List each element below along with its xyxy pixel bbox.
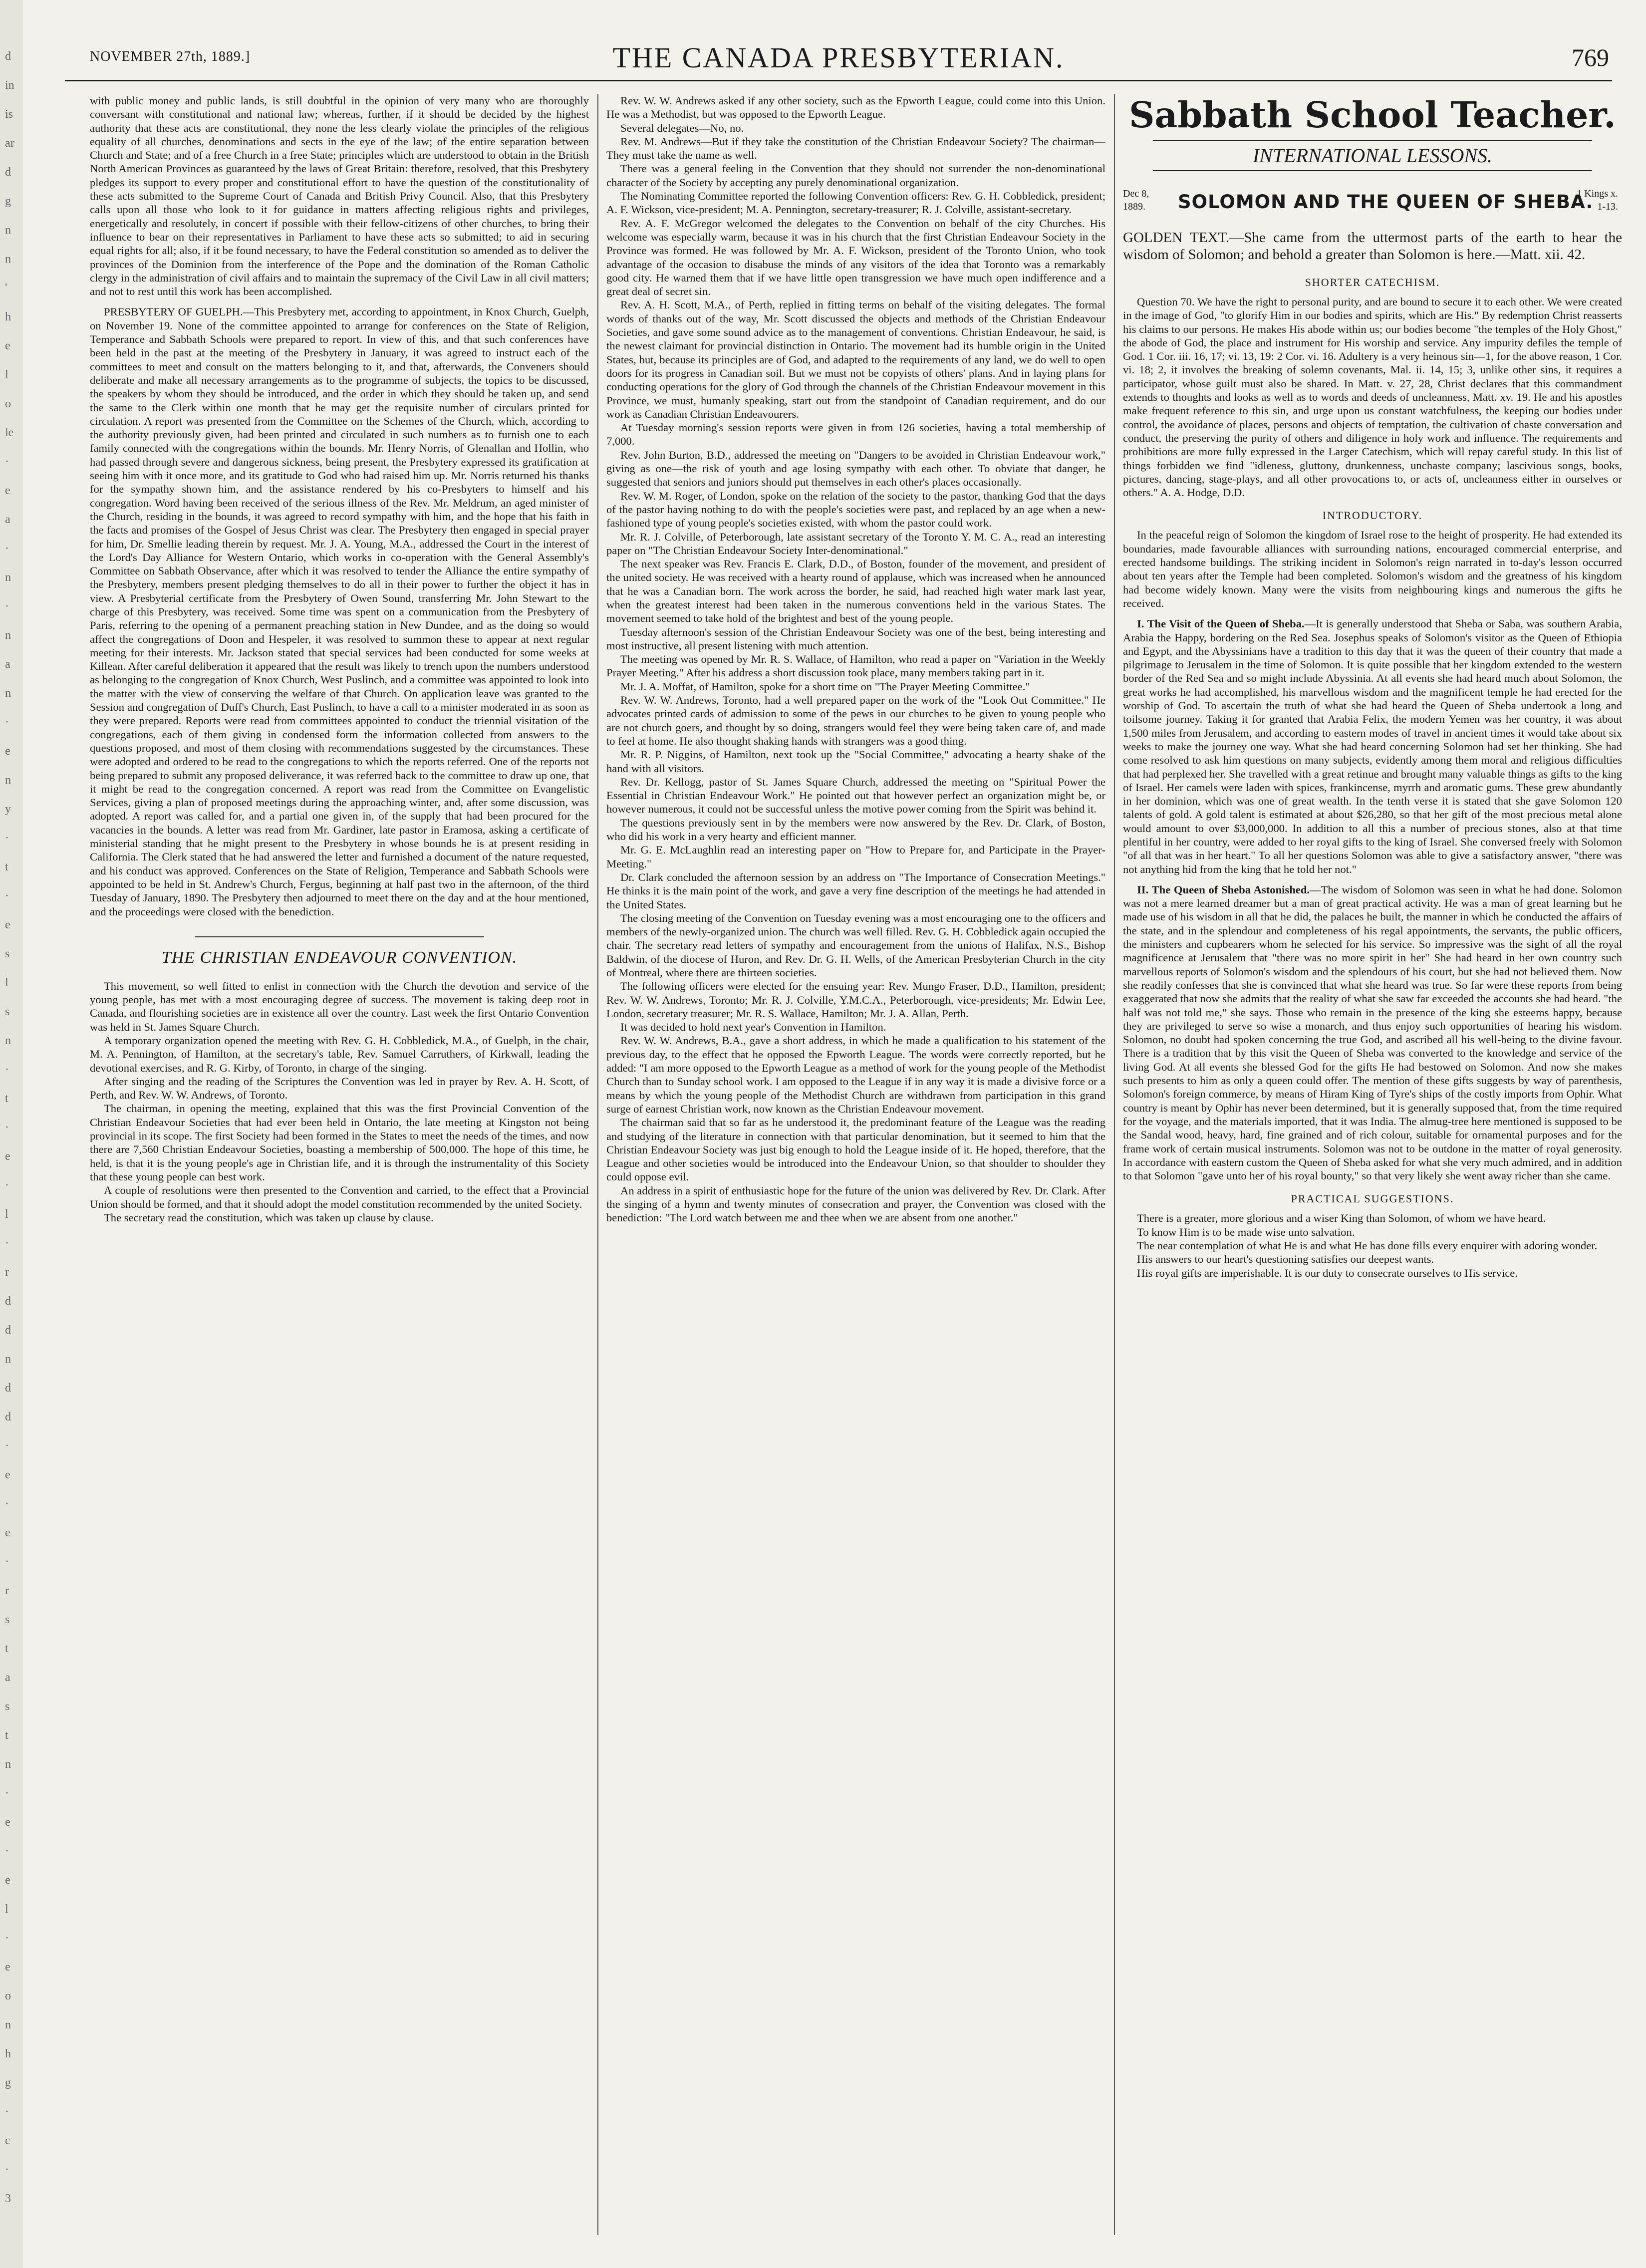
margin-fragment: e — [5, 339, 10, 352]
margin-fragment: d — [5, 1324, 11, 1337]
margin-fragment: · — [5, 1555, 9, 1568]
section-divider — [195, 936, 484, 937]
lesson-point — [1123, 883, 1622, 1183]
lesson-date-day: Dec 8, — [1123, 188, 1149, 199]
margin-fragment: le — [5, 426, 14, 439]
margin-fragment: · — [5, 832, 9, 845]
margin-fragment: · — [5, 2105, 9, 2118]
paragraph: with public money and public lands, is still doubtful in the opinion of very many who are thoroughly conversant with constitutional and national law; whereas, further, if it should be decided by the highest authority that these acts are constitutional, they none the less clearly violate the principles of the religious equality of all churches, denominations and sects in the eye of the law; of the entire separation between Church and State; and of a free Church in a free State; principles which are understood to obtain in the British North American Provinces as guaranteed by the laws of Great Britain: therefore, resolved, that this Presbytery pledges its support to every proper and constitutional effort to have the question of the constitutionality of these acts submitted to the Supreme Court of Canada and British Privy Council. Also, that this Presbytery calls upon all those who look to it for guidance in matters affecting religious rights and privileges, energetically and resolutely, in concert if possible with their fellow-citizens of other churches, to bring their influence to bear on their representatives in Parliament to have these acts so submitted; to aid in securing equal rights for all; also, if it be found necessary, to have the Federal constitution so amended as to deliver the provinces of the Dominion from the interference of the Pope and the domination of the Roman Catholic clergy in the administration of civil affairs and to maintain the supremacy of the Civil Law in all civil matters; and not to rest until this work has been accomplished. — [90, 94, 589, 298]
margin-fragment: c — [5, 2134, 10, 2147]
margin-fragment: · — [5, 1845, 9, 1858]
margin-fragment: d — [5, 50, 11, 63]
section-title-sabbath-school: Sabbath School Teacher. — [1129, 94, 1616, 136]
column-middle — [606, 94, 1105, 2235]
paragraph: After singing and the reading of the Scriptures the Convention was led in prayer by Rev. A. H. Scott, of Perth, and Rev. W. W. Andrews, of Toronto. — [90, 1075, 589, 1102]
paragraph: Dr. Clark concluded the afternoon session by an address on "The Importance of Consecration Meetings." He thinks it is the main point of the work, and gave a very fine description of the meetings he had attended in the United States. — [606, 870, 1105, 911]
lesson-reference-book: 1 Kings x. — [1577, 188, 1618, 199]
paragraph: Mr. R. J. Colville, of Peterborough, late assistant secretary of the Toronto Y. M. C. A., read an interesting paper on "The Christian Endeavour Society Inter-denominational." — [606, 530, 1105, 557]
margin-fragment: e — [5, 745, 10, 758]
paragraph: The next speaker was Rev. Francis E. Clark, D.D., of Boston, founder of the movement, and president of the united society. He was received with a hearty round of applause, which was increased when he announced that he was a Canadian born. The work across the border, he said, had reached high water mark last year, when the greatest interest had been taken in the numerous conventions held in the various States. The movement seemed to take hold of the brightest and best of the young people. — [606, 558, 1105, 625]
subheading-catechism: SHORTER CATECHISM. — [1305, 276, 1440, 288]
masthead-title: THE CANADA PRESBYTERIAN. — [612, 41, 1065, 74]
margin-fragment: · — [5, 600, 9, 613]
margin-fragment: is — [5, 108, 13, 121]
paragraph: Rev. W. W. Andrews, Toronto, had a well prepared paper on the work of the "Look Out Committee." He advocates printed cards of admission to some of the pews in our churches to be given to young people who are not church goers, and thought by so doing, strangers would feel they were being taken care of, and made to feel at home. He also thought shaking hands with strangers was a good thing. — [606, 694, 1105, 747]
margin-fragment: 3 — [5, 2192, 11, 2205]
margin-fragment: s — [5, 1613, 10, 1626]
paragraph: PRESBYTERY OF GUELPH.—This Presbytery met, according to appointment, in Knox Church, Guelph, on November 19. None of the committee appointed to arrange for conferences on the State of Religion, Temperance and Sabbath Schools were prepared to report. In view of this, and that such conferences have been held in the past at the meeting of the Presbytery in January, it was agreed to instruct each of the committees to meet and consult on the matters belonging to it, and that, afterwards, the Conveners should deliberate and make all necessary arrangements as to the programme of subjects, the topics to be discussed, the speakers by whom they should be introduced, and the order in which they should be taken up, and send the same to the Clerk within one month that he may get the requisite number of circulars printed for circulation. A report was presented from the Committee on the Schemes of the Church, which, according to the authority previously given, had been printed and circulated in such numbers as to furnish one to each family connected with the congregations within the bounds. Mr. Henry Norris, of Glenallan and Hollin, who had passed through severe and dangerous sickness, being present, the Presbytery expressed its gratification at seeing him with it once more, and its gratitude to God who had raised him up. Mr. Norris returned his thanks for the sympathy shown him, and the assistance rendered by his co-Presbyters to himself and his congregation. Word having been received of the serious illness of the Rev. Mr. Meldrum, an aged minister of the Church, residing in the bounds, it was agreed to record sympathy with him, and the hope that his faith in the facts and promises of the Gospel of Jesus Christ was clear. The Presbytery then engaged in special prayer for him, Dr. Smellie leading therein by request. Mr. J. A. Young, M.A., addressed the Court in the interest of the Lord's Day Alliance for Western Ontario, which works in co-operation with the General Assembly's Committee on Sabbath Observance, after which it was resolved to tender the Alliance the entire sympathy of the Presbytery, members present pledging themselves to do all in their power to further the object it has in view. A Presbyterial certificate from the Presbytery of Owen Sound, transferring Mr. John Stewart to the charge of this Presbytery, was received. Some time was spent on a communication from the Presbytery of Paris, referring to the opening of a permanent preaching station in New Dundee, and as the doing so would affect the congregations of Doon and Hespeler, it was resolved to summon these to appear at next regular meeting for their interests. Mr. Jackson stated that special services had been conducted for some weeks at Killean. After careful deliberation it appeared that the result was likely to trench upon the numbers understood as belonging to the congregation of Knox Church, West Puslinch, and a committee was appointed to look into the matter with the view of conserving the welfare of that Church. On application leave was granted to the Session and congregation of Duff's Church, East Puslinch, to have a call to a minister moderated in as soon as they were prepared. Reports were read from committees appointed to conduct the triennial visitation of the congregations, each of them giving in condensed form the information collected from answers to the questions proposed, and most of them closing with recommendations suggested by the circumstances. These were adopted and ordered to be read to the congregations to which the reports referred. One of the reports not being prepared to submit any proposed deliverance, it was referred back to the committee to draw up one, that it might be read to the congregation concerned. A report was read from the Committee on Evangelistic Services, giving a plan of proposed meetings during the approaching winter, and, after some discussion, was adopted. A report was called for, and a partial one given in, of the supply that had been procured for the vacancies in the bounds. A letter was read from Mr. Gardiner, late pastor in Eramosa, asking a certificate of ministerial standing that he might present to the Presbytery in whose bounds he is at present residing in California. The Clerk stated that he had answered the letter and furnished a document of the nature requested, and his conduct was approved. Conferences on the State of Religion, Temperance and Sabbath Schools were appointed to be held in St. Andrew's Church, Fergus, beginning at half past two in the afternoon, of the third Tuesday of January, 1890. The Presbytery then adjourned to meet there on the day and at the hour mentioned, and the proceedings were closed with the benediction. — [90, 305, 589, 918]
paragraph: Mr. R. P. Niggins, of Hamilton, next took up the "Social Committee," advocating a hearty shake of the hand with all visitors. — [606, 748, 1105, 775]
paragraph: Rev. A. F. McGregor welcomed the delegates to the Convention on behalf of the city Churches. His welcome was especially warm, because it was in his church that the first Christian Endeavour Society in the Province was formed. He was followed by Mr. A. F. Wickson, president of the Toronto Union, who took advantage of the occasion to disabuse the minds of any visitors of the idea that Toronto was a remarkably good city. He warned them that if we have little open transgression we have much open indifference and a great deal of secret sin. — [606, 217, 1105, 298]
subheading-introductory: INTRODUCTORY. — [1322, 509, 1423, 522]
paragraph: Question 70. We have the right to personal purity, and are bound to secure it to each other. We were created in the image of God, "to glorify Him in our bodies and spirits, which are His." By redemption Christ reasserts his claims to our persons. He makes His abode within us; our bodies become "the temples of the Holy Ghost," the abode of God, the place and instrument for His worship and service. Any impurity defiles the temple of God. 1 Cor. iii. 16, 17; vi. 13, 19: 2 Cor. vi. 16. Adultery is a very heinous sin—1, for the above reason, 1 Cor. vi. 18; 2, it involves the breaking of solemn covenants, Mal. ii. 14, 15; 3, unlike other sins, it requires a participator, whose guilt must also be shared. In Matt. v. 27, 28, Christ declares that this commandment extends to thoughts and looks as well as to words and deeds of uncleanness, Matt. xv. 19. He and his apostles make frequent reference to this sin, and urge upon us constant watchfulness, the keeping our bodies under control, the avoidance of places, persons and objects of temptation, the cultivation of chaste conversation and conduct, the preserving the purity of others and diligence in holy work and influence. The requirements and prohibitions are more fully expressed in the Larger Catechism, which will repay careful study. In this list of things forbidden we find "idleness, gluttony, drunkenness, unchaste company; lascivious songs, books, pictures, dancing, stage-plays, and all other provocations to, or acts of, uncleanness either in ourselves or others." A. A. Hodge, D.D. — [1123, 295, 1622, 499]
margin-fragment: ar — [5, 137, 14, 150]
paragraph: Rev. John Burton, B.D., addressed the meeting on "Dangers to be avoided in Christian Endeavour work," giving as one—the risk of youth and age losing sympathy with each other. To obviate that danger, he suggested that seniors and juniors should put themselves in each other's places occasionally. — [606, 448, 1105, 489]
lesson-point-heading: II. The Queen of Sheba Astonished. — [1137, 883, 1310, 896]
paragraph: The closing meeting of the Convention on Tuesday evening was a most encouraging one to the officers and members of the newly-organized union. The church was well filled. Rev. G. H. Cobbledick again occupied the chair. The secretary read letters of sympathy and encouragement from the unions of Halifax, N.S., Bishop Baldwin, of the diocese of Huron, and Rev. Dr. G. H. Wells, of the American Presbyterian Church in the city of Montreal, where there are thirteen societies. — [606, 911, 1105, 979]
margin-fragment: h — [5, 2047, 11, 2060]
paragraph: Rev. A. H. Scott, M.A., of Perth, replied in fitting terms on behalf of the visiting delegates. The formal words of thanks out of the way, Mr. Scott discussed the objects and methods of the Christian Endeavour Societies, and gave some sound advice as to the management of conventions. Christian Endeavour, he said, is the newest claimant for provincial distinction in Ontario. The movement had its humble origin in the United States, but, because its principles are of God, and adapted to the requirements of any land, we do well to open doors for its progress in Canadian soil. But we must not be copyists of others' plans. And in laying plans for conducting operations for the glory of God through the channels of the Christian Endeavour movement in this Province, we must, humanly speaking, start out from the standpoint of Canadian requirement, and do our work as Canadian Christian Endeavourers. — [606, 298, 1105, 420]
lesson-point-text: —The wisdom of Solomon was seen in what he had done. Solomon was not a mere learned dreamer but a man of great practical activity. He was a man of great learning but he made use of his wisdom in all that he did, the palaces he built, the manner in which he conducted the affairs of the state, and in the splendour and completeness of his regal appointments, the servants, the public officers, the ministers and cupbearers whom he selected for his service. So impressive was the sight of all the royal magnificence at Jerusalem that "there was no more spirit in her" She had heard in her own country such marvellous reports of Solomon's wisdom and the splendours of his court, but she had not believed them. Now she readily confesses that she is convinced that what she heard was true. So far were these reports from being exaggerated that now she admits that the reality of what she saw far exceeded the accounts she had heard. "the half was not told me," she says. Those who remain in the presence of the king she esteems happy, because they are privileged to serve so wise a monarch, and thus enjoy such opportunities of hearing his wisdom. Solomon, no doubt had spoken concerning the true God, and ascribed all his well-being to the divine favour. There is a tradition that by this visit the Queen of Sheba was converted to the knowledge and service of the living God. At all events she blessed God for the gifts He had bestowed on Solomon. And now she makes such presents to him as only a queen could offer. The mention of these gifts suggests by way of parenthesis, Solomon's foreign commerce, by means of Hiram King of Tyre's ships of the costly imports from Ophir. What country is meant by Ophir has never been determined, but it is generally supposed that, from the time required for the voyage, and the materials imported, that it was India. The almug-tree here mentioned is supposed to be the Sandal wood, heavy, hard, fine grained and of rich colour, suitable for ornamental purposes and for the frame work of certain musical instruments. Solomon was not to be outdone in the matter of royal generosity. In accordance with eastern custom the Queen of Sheba asked for what she very much admired, and in addition to that Solomon "gave unto her of his royal bounty," so that very likely she went away richer than she came. — [1123, 883, 1622, 1182]
page-number: 769 — [1572, 43, 1609, 71]
margin-fragment: t — [5, 860, 8, 873]
margin-fragment: in — [5, 79, 14, 92]
masthead — [65, 40, 1612, 81]
suggestion: The near contemplation of what He is and what He has done fills every enquirer with adoring wonder. — [1137, 1239, 1598, 1252]
margin-fragment: a — [5, 658, 10, 671]
margin-fragment: n — [5, 1758, 11, 1771]
suggestion: His answers to our heart's questioning satisfies our deepest wants. — [1137, 1253, 1434, 1266]
paragraph: The Nominating Committee reported the following Convention officers: Rev. G. H. Cobbledick, president; A. F. Wickson, vice-president; M. A. Pennington, secretary-treasurer; R. J. Colville, assistant-secretary. — [606, 190, 1105, 216]
margin-fragment: d — [5, 1295, 11, 1308]
golden-text: GOLDEN TEXT.—She came from the uttermost parts of the earth to hear the wisdom of Solomon; and behold a greater than Solomon is here.—Matt. xii. 42. — [1123, 230, 1622, 263]
subheading-practical: PRACTICAL SUGGESTIONS. — [1291, 1192, 1454, 1205]
paragraph: It was decided to hold next year's Convention in Hamilton. — [620, 1021, 886, 1034]
suggestion: His royal gifts are imperishable. It is our duty to consecrate ourselves to His service. — [1137, 1266, 1518, 1279]
paragraph: A temporary organization opened the meeting with Rev. G. H. Cobbledick, M.A., of Guelph, in the chair, M. A. Pennington, of Hamilton, at the secretary's table, Rev. Samuel Carruthers, of Kirkwall, leading the devotional exercises, and R. G. Kirby, of Toronto, in charge of the singing. — [90, 1034, 589, 1074]
margin-fragment: e — [5, 484, 10, 497]
margin-fragment: · — [5, 1121, 9, 1134]
lesson-title: SOLOMON AND THE QUEEN OF SHEBA. — [1178, 191, 1594, 213]
lesson-point — [1123, 617, 1622, 876]
margin-fragment: n — [5, 629, 11, 642]
margin-fragment: s — [5, 947, 10, 960]
margin-fragment: · — [5, 1439, 9, 1452]
paragraph: Mr. G. E. McLaughlin read an interesting paper on "How to Prepare for, and Participate in the Prayer-Meeting." — [606, 844, 1105, 870]
section-heading: THE CHRISTIAN ENDEAVOUR CONVENTION. — [161, 948, 518, 967]
margin-fragment: · — [5, 455, 9, 468]
column-left — [90, 94, 589, 2235]
paragraph: Tuesday afternoon's session of the Christian Endeavour Society was one of the best, being interesting and most instructive, all present listening with much attention. — [606, 625, 1105, 652]
lesson-point-text: —It is generally understood that Sheba or Saba, was southern Arabia, Arabia the Happy, bordering on the Red Sea. Josephus speaks of Solomon's visitor as the Queen of Ethiopia and Egypt, and the Abyssinians have a tradition to this day that it was the queen of their country that made a pilgrimage to Jerusalem in the time of Solomon. It is quite possible that her kingdom extended to the western border of the Red Sea and so might include Abyssinia. At all events she had heard much about Solomon, the great works he had accomplished, his marvellous wisdom and the magnificent temple he had erected for the worship of God. To ascertain the truth of what she had heard the Queen of Sheba undertook a long and toilsome journey. Taking it for granted that Arabia Felix, the modern Yemen was her country, it was about 1,500 miles from Jerusalem, and according to eastern modes of travel in ancient times it would take about six weeks to make the journey one way. What she had heard concerning Solomon had set her thinking. She had come resolved to ask him questions on many subjects, evidently among them moral and religious difficulties that had perplexed her. She travelled with a great retinue and brought many valuable things as gifts to the king of Israel. Her camels were laden with spices, frankincense, myrrh and aromatic gums. These grew abundantly in her dominion, which was one of great wealth. In the tenth verse it is stated that she gave Solomon 120 talents of gold. A gold talent is estimated at about $26,280, so that her gift of the most precious metal alone would amount to over $3,000,000. In addition to all this a number of precious stones, also at that time plentiful in her country, were added to her royal gifts to the king of Israel. She conversed freely with Solomon "of all that was in her heart." To all her questions Solomon was able to give a satisfactory answer, "there was not anything hid from the king that he told her not." — [1123, 617, 1622, 875]
suggestion: There is a greater, more glorious and a wiser King than Solomon, of whom we have heard. — [1137, 1212, 1546, 1225]
margin-fragment: · — [5, 1932, 9, 1945]
paragraph: A couple of resolutions were then presented to the Convention and carried, to the effect that a Provincial Union should be formed, and that it should adopt the model constitution recommended by the united Society. — [90, 1184, 589, 1210]
paragraph: The meeting was opened by Mr. R. S. Wallace, of Hamilton, who read a paper on "Variation in the Weekly Prayer Meeting." After his address a short discussion took place, many members taking part in it. — [606, 653, 1105, 679]
margin-fragment: n — [5, 224, 11, 237]
margin-fragment: l — [5, 368, 8, 381]
margin-fragment: · — [5, 542, 9, 555]
lesson-reference-verses: 1-13. — [1597, 201, 1618, 212]
margin-fragment: · — [5, 1063, 9, 1076]
column-rule — [1114, 94, 1115, 2235]
margin-fragment: s — [5, 1700, 10, 1713]
margin-fragment: s — [5, 1005, 10, 1018]
paragraph: The chairman, in opening the meeting, explained that this was the first Provincial Convention of the Christian Endeavour Societies that had ever been held in Ontario, the late meeting at Kingston not being provincial in its scope. The first Society had been formed in the States to meet the needs of the times, and now there are 7,560 Christian Endeavour Societies, boasting a membership of 500,000. The hope of this time, he held, is that it is the young people's age in Christian life, and it is through the instrumentality of this Society that these young people can best work. — [90, 1102, 589, 1183]
margin-fragment: · — [5, 889, 9, 902]
suggestion: To know Him is to be made wise unto salvation. — [1137, 1225, 1355, 1238]
margin-fragment: · — [5, 1179, 9, 1192]
margin-fragment: · — [5, 1497, 9, 1510]
margin-fragment: ' — [5, 282, 7, 294]
margin-fragment: h — [5, 310, 11, 323]
margin-fragment: g — [5, 195, 11, 208]
paragraph: At Tuesday morning's session reports were given in from 126 societies, having a total membership of 7,000. — [606, 421, 1105, 448]
margin-fragment: y — [5, 803, 11, 816]
masthead-date: NOVEMBER 27th, 1889.] — [90, 49, 251, 64]
margin-fragment: r — [5, 1584, 9, 1597]
paragraph: The following officers were elected for the ensuing year: Rev. Mungo Fraser, D.D., Hamilton, president; Rev. W. W. Andrews, Toronto; Mr. R. J. Colville, Y.M.C.A., Peterborough, vice-presidents; Mr. Edwin Lee, London, secretary treasurer; Mr. R. S. Wallace, Hamilton; Mr. J. A. Allan, Perth. — [606, 980, 1105, 1020]
margin-fragment: d — [5, 166, 11, 179]
margin-fragment: n — [5, 687, 11, 700]
margin-fragment: e — [5, 1816, 10, 1829]
margin-fragment: e — [5, 918, 10, 931]
paragraph: Rev. M. Andrews—But if they take the constitution of the Christian Endeavour Society? The chairman—They must take the name as well. — [606, 135, 1105, 162]
margin-fragment: t — [5, 1642, 8, 1655]
column-rule — [597, 94, 598, 2235]
margin-fragment: · — [5, 2163, 9, 2176]
paragraph: Rev. W. W. Andrews asked if any other society, such as the Epworth League, could come into this Union. He was a Methodist, but was opposed to the Epworth League. — [606, 94, 1105, 121]
paragraph: The chairman said that so far as he understood it, the predominant feature of the League was the reading and studying of the literature in connection with that particular denomination, but it seemed to him that the Christian Endeavour Society was just big enough to hold the League inside of it. He hoped, therefore, that the League and other societies would be introduced into the Endeavour Union, so that shoulder to shoulder they could oppose evil. — [606, 1116, 1105, 1183]
margin-fragment: n — [5, 1034, 11, 1047]
paragraph: Several delegates—No, no. — [620, 121, 744, 134]
paragraph: There was a general feeling in the Convention that they should not surrender the non-denominational character of the Society by accepting any purely denominational organization. — [606, 162, 1105, 189]
margin-fragment: l — [5, 1903, 8, 1916]
margin-fragment: a — [5, 513, 10, 526]
margin-fragment: a — [5, 1671, 10, 1684]
margin-fragment: o — [5, 1989, 11, 2002]
column-right — [1123, 94, 1622, 2235]
margin-fragment: n — [5, 253, 11, 266]
margin-fragment: r — [5, 1266, 9, 1279]
paragraph: The secretary read the constitution, which was taken up clause by clause. — [104, 1211, 434, 1224]
margin-fragment: e — [5, 1526, 10, 1539]
lesson-point-heading: I. The Visit of the Queen of Sheba. — [1137, 617, 1305, 630]
lesson-date-year: 1889. — [1123, 201, 1145, 212]
margin-fragment: n — [5, 571, 11, 584]
margin-fragment: t — [5, 1092, 8, 1105]
margin-fragment: e — [5, 1961, 10, 1974]
paragraph: The questions previously sent in by the members were now answered by the Rev. Dr. Clark, of Boston, who did his work in a very hearty and efficient manner. — [606, 816, 1105, 843]
margin-fragment: d — [5, 1411, 11, 1423]
margin-fragment: l — [5, 976, 8, 989]
lesson-date — [1123, 187, 1149, 213]
paragraph: Rev. W. W. Andrews, B.A., gave a short address, in which he made a qualification to his statement of the previous day, to the effect that he opposed the Epworth League. The words were correctly reported, but he added: "I am more opposed to the Epworth League as a method of work for the young people of the Methodist Church than to Sunday school work. I am opposed to the League if in any way it is made a divisive force or a means by which the young people of the Methodist Church are withdrawn from participation in this grand surge of earnest Christian work, now known as the Christian Endeavour movement. — [606, 1034, 1105, 1115]
paragraph: An address in a spirit of enthusiastic hope for the future of the union was delivered by Rev. Dr. Clark. After the singing of a hymn and twenty minutes of consecration and prayer, the Convention was closed with the benediction: "The Lord watch between me and thee when we are absent from one another." — [606, 1184, 1105, 1224]
margin-fragment: g — [5, 2076, 11, 2089]
margin-fragment: l — [5, 1208, 8, 1221]
margin-fragment: o — [5, 397, 11, 410]
paragraph: This movement, so well fitted to enlist in connection with the Church the devotion and service of the young people, has met with a most encouraging degree of success. The movement is taking deep root in Canada, and flourishing societies are in existence all over the country. Last week the first Ontario Convention was held in St. James Square Church. — [90, 979, 589, 1033]
margin-fragment: e — [5, 1874, 10, 1887]
paragraph: Rev. W. M. Roger, of London, spoke on the relation of the society to the pastor, thanking God that the days of the pastor having nothing to do with the people's societies were past, and replaced by an age when a new-fashioned type of young people's societies existed, with whom the pastor could work. — [606, 489, 1105, 530]
margin-fragment: n — [5, 1353, 11, 1366]
margin-fragment: e — [5, 1468, 10, 1481]
margin-fragment: e — [5, 1150, 10, 1163]
margin-fragment: n — [5, 2018, 11, 2031]
margin-fragment: · — [5, 716, 9, 729]
margin-fragment: n — [5, 774, 11, 787]
paragraph: Mr. J. A. Moffat, of Hamilton, spoke for a short time on "The Prayer Meeting Committee." — [620, 680, 1030, 693]
left-page-edge — [0, 0, 23, 2268]
lesson-header — [1123, 185, 1622, 220]
lesson-reference — [1577, 187, 1618, 213]
newspaper-page — [65, 40, 1622, 2246]
margin-fragment: t — [5, 1729, 8, 1742]
margin-fragment: d — [5, 1382, 11, 1395]
margin-fragment: · — [5, 1237, 9, 1250]
paragraph: In the peaceful reign of Solomon the kingdom of Israel rose to the height of prosperity. He had extended its boundaries, made favourable alliances with surrounding nations, encouraged commercial enterprise, and erected handsome buildings. The striking incident in Solomon's reign narrated in to-day's lesson occurred about ten years after the Temple had been completed. Solomon's wisdom and the greatness of his kingdom had become widely known. Many were the visits from neighbouring kings and numerous the gifts he received. — [1123, 529, 1622, 609]
section-subtitle: INTERNATIONAL LESSONS. — [1153, 140, 1592, 171]
margin-fragment: · — [5, 1787, 9, 1800]
paragraph: Rev. Dr. Kellogg, pastor of St. James Square Church, addressed the meeting on "Spiritual Power the Essential in Christian Endeavour Work." He pointed out that however perfect an organization might be, or however numerous, it could not be successful unless the motive power coming from the Spirit was behind it. — [606, 775, 1105, 816]
